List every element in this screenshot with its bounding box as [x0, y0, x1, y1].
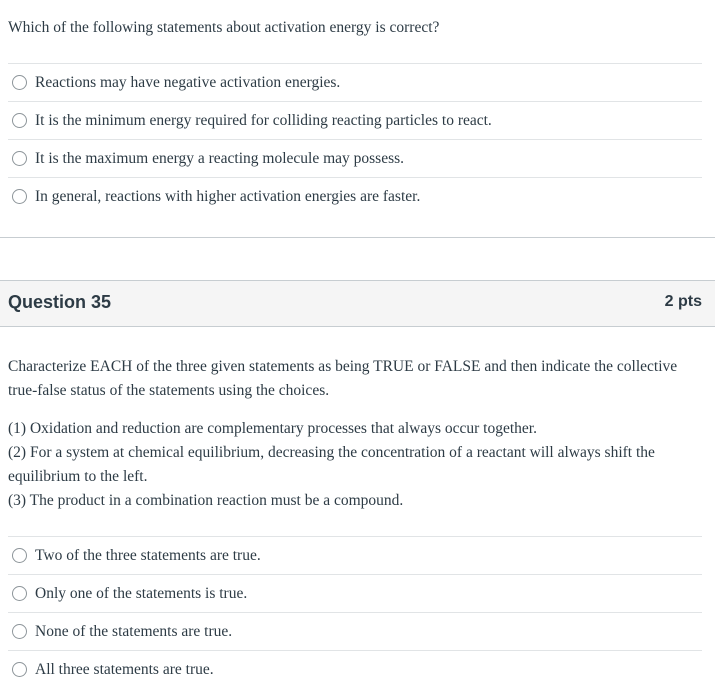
radio-button[interactable] — [12, 113, 27, 128]
question-34-answers — [8, 63, 702, 215]
question-35-header — [0, 280, 715, 327]
statement-3: (3) The product in a combination reaction must be a compound. — [8, 492, 404, 509]
answer-option[interactable] — [8, 101, 702, 139]
answer-label[interactable]: It is the minimum energy required for colliding reacting particles to react. — [35, 111, 492, 129]
answer-label[interactable]: Only one of the statements is true. — [35, 584, 248, 602]
answer-label[interactable]: In general, reactions with higher activation energies are faster. — [35, 187, 421, 205]
statement-2-continued: equilibrium to the left. — [8, 468, 148, 485]
radio-button[interactable] — [12, 151, 27, 166]
radio-button[interactable] — [12, 624, 27, 639]
question-points: 2 pts — [664, 293, 702, 310]
answer-label[interactable]: Two of the three statements are true. — [35, 546, 261, 564]
prompt-line: Characterize EACH of the three given statements as being TRUE or FALSE and then indicate the collective — [8, 358, 678, 375]
answer-label[interactable]: All three statements are true. — [35, 660, 214, 678]
answer-label[interactable]: Reactions may have negative activation energies. — [35, 73, 341, 91]
answer-label[interactable]: It is the maximum energy a reacting molecule may possess. — [35, 149, 405, 167]
statement-1: (1) Oxidation and reduction are complementary processes that always occur together. — [8, 420, 537, 437]
radio-button[interactable] — [12, 662, 27, 677]
question-34-prompt: Which of the following statements about activation energy is correct? — [8, 19, 440, 36]
answer-option[interactable] — [8, 177, 702, 215]
question-title: Question 35 — [8, 292, 112, 312]
answer-option[interactable] — [8, 63, 702, 101]
radio-button[interactable] — [12, 548, 27, 563]
question-35-prompt — [8, 355, 708, 403]
answer-option[interactable] — [8, 139, 702, 177]
statement-2: (2) For a system at chemical equilibrium, decreasing the concentration of a reactant will always shift the — [8, 444, 655, 461]
question-34 — [0, 0, 715, 238]
radio-button[interactable] — [12, 189, 27, 204]
answer-option[interactable] — [8, 612, 702, 650]
radio-button[interactable] — [12, 75, 27, 90]
question-35-answers — [8, 536, 702, 688]
prompt-line: true-false status of the statements using the choices. — [8, 382, 330, 399]
answer-option[interactable] — [8, 536, 702, 574]
radio-button[interactable] — [12, 586, 27, 601]
answer-option[interactable] — [8, 574, 702, 612]
answer-option[interactable] — [8, 650, 702, 688]
question-35-statements — [8, 417, 698, 513]
answer-label[interactable]: None of the statements are true. — [35, 622, 233, 640]
